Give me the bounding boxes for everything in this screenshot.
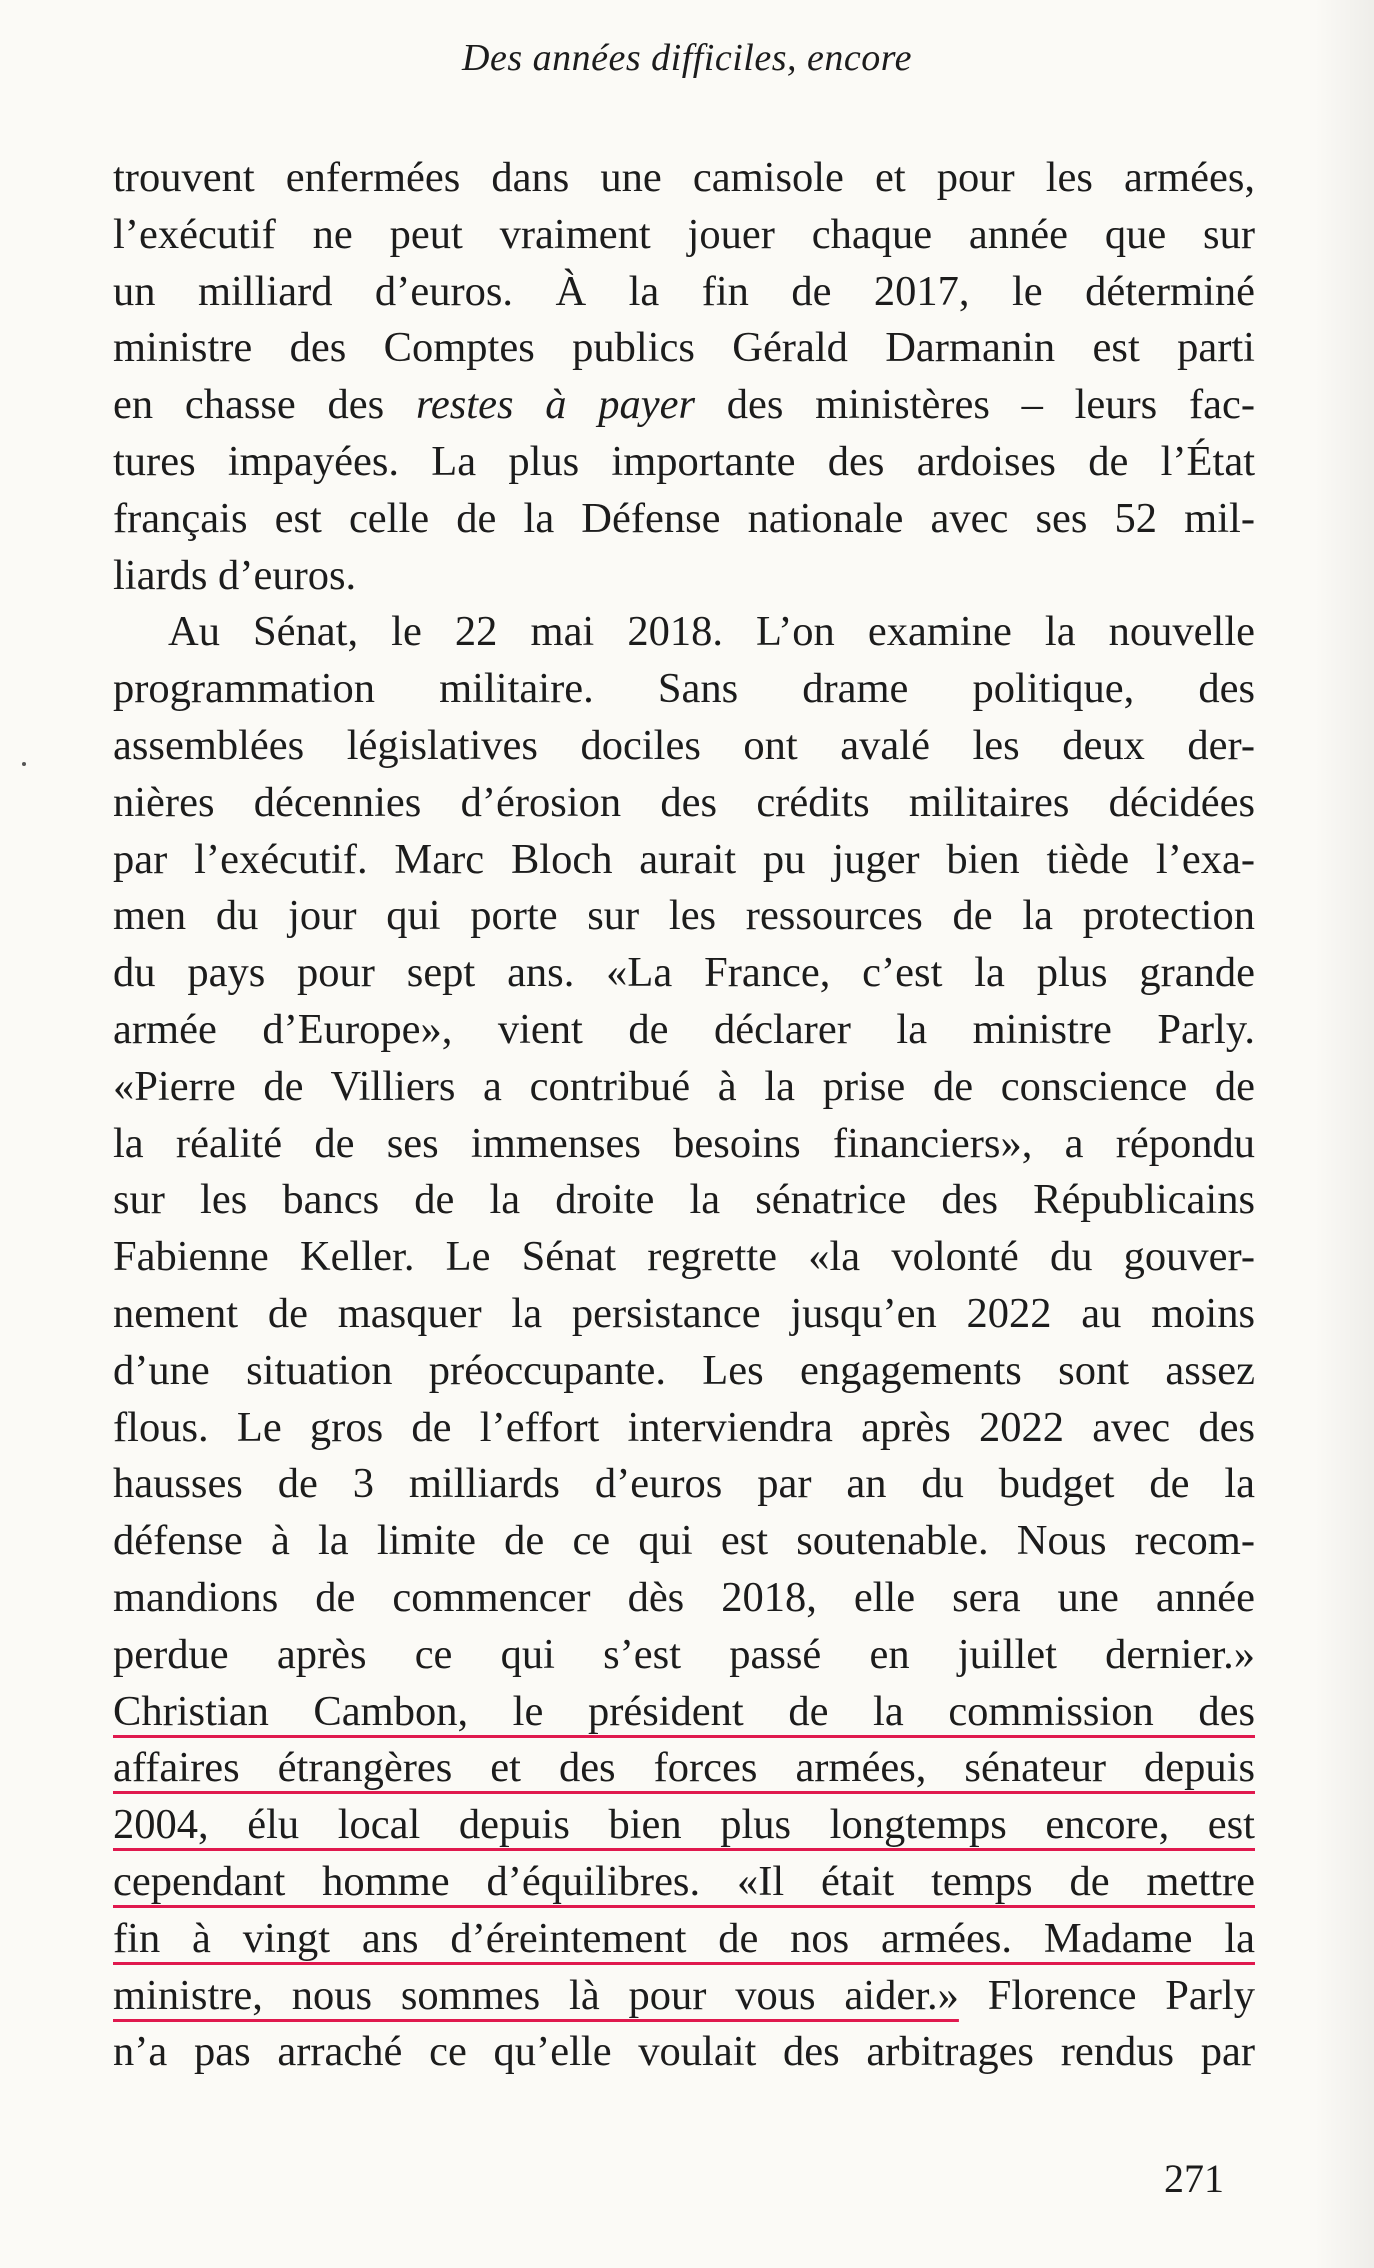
italic-phrase: restes à payer [415, 381, 696, 429]
text-line: programmation militaire. Sans drame politique, des [113, 665, 1255, 713]
text-line: français est celle de la Défense nationale avec ses 52 mil- [113, 494, 1255, 542]
text-line: Fabienne Keller. Le Sénat regrette «la volonté du gouver- [113, 1233, 1255, 1281]
text-line: sur les bancs de la droite la sénatrice des Républicains [113, 1176, 1255, 1224]
text-run: en chasse des [113, 381, 416, 429]
paragraph-start-line: Au Sénat, le 22 mai 2018. L’on examine la nouvelle [168, 608, 1255, 656]
text-line: men du jour qui porte sur les ressources de la protection [113, 892, 1255, 940]
text-line: du pays pour sept ans. «La France, c’est la plus grande [113, 949, 1255, 997]
text-line: tures impayées. La plus importante des ardoises de l’État [113, 437, 1255, 485]
text-run: des ministères – leurs fac- [695, 381, 1256, 429]
text-line: un milliard d’euros. À la fin de 2017, le déterminé [113, 267, 1255, 315]
running-title: Des années difficiles, encore [462, 37, 912, 79]
underlined-line: affaires étrangères et des forces armées, sénateur depuis [113, 1744, 1255, 1792]
text-line: flous. Le gros de l’effort interviendra après 2022 avec des [113, 1403, 1255, 1451]
text-line: hausses de 3 milliards d’euros par an du budget de la [113, 1460, 1255, 1508]
text-run: Florence Parly [958, 1971, 1255, 2019]
text-line: n’a pas arraché ce qu’elle voulait des arbitrages rendus par [113, 2028, 1255, 2076]
text-line: la réalité de ses immenses besoins financiers», a répondu [113, 1119, 1255, 1167]
text-line: trouvent enfermées dans une camisole et pour les armées, [113, 154, 1255, 201]
text-line: «Pierre de Villiers a contribué à la prise de conscience de [113, 1062, 1255, 1110]
partly-underlined-line [113, 1968, 1255, 2025]
text-line: ministre des Comptes publics Gérald Darmanin est parti [113, 324, 1255, 372]
text-line: d’une situation préoccupante. Les engagements sont assez [113, 1346, 1255, 1394]
text-line: liards d’euros. [113, 551, 357, 599]
page-number: 271 [1164, 2156, 1224, 2201]
text-line: assemblées législatives dociles ont avalé les deux der- [113, 721, 1255, 769]
text-line: l’exécutif ne peut vraiment jouer chaque année que sur [113, 210, 1255, 258]
text-line: défense à la limite de ce qui est soutenable. Nous recom- [113, 1517, 1255, 1565]
underlined-run: ministre, nous sommes là pour vous aider.» [113, 1971, 959, 2019]
text-line: perdue après ce qui s’est passé en juillet dernier.» [113, 1630, 1255, 1678]
text-line [113, 377, 1255, 434]
text-line: par l’exécutif. Marc Bloch aurait pu juger bien tiède l’exa- [113, 835, 1255, 883]
underlined-line: 2004, élu local depuis bien plus longtemps encore, est [113, 1801, 1255, 1849]
text-line: nement de masquer la persistance jusqu’en 2022 au moins [113, 1289, 1255, 1337]
body-text [113, 150, 1255, 2081]
underlined-line: fin à vingt ans d’éreintement de nos armées. Madame la [113, 1914, 1255, 1962]
text-line: nières décennies d’érosion des crédits militaires décidées [113, 778, 1255, 826]
text-line: armée d’Europe», vient de déclarer la ministre Parly. [113, 1005, 1255, 1053]
underlined-line: Christian Cambon, le président de la commission des [113, 1687, 1255, 1735]
text-line: mandions de commencer dès 2018, elle sera une année [113, 1573, 1255, 1621]
paper-speck [22, 762, 26, 766]
underlined-line: cependant homme d’équilibres. «Il était temps de mettre [113, 1857, 1255, 1905]
